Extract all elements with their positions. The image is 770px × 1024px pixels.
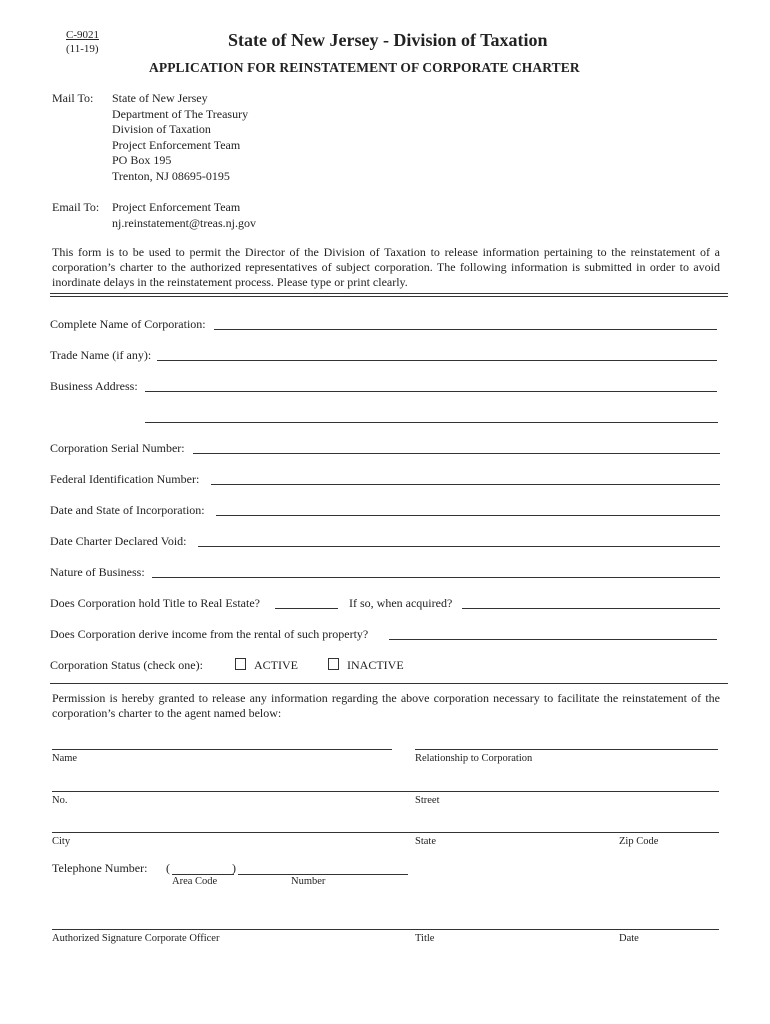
business-address-field-2[interactable] [145,422,718,423]
area-code-field[interactable] [172,874,234,875]
mail-to-line: Project Enforcement Team [112,137,241,152]
email-to-email[interactable]: nj.reinstatement@treas.nj.gov [112,215,257,230]
when-acquired-field[interactable] [462,608,720,609]
area-code-close-paren: ) [232,861,236,875]
date-label: Date [619,933,639,944]
date-void-label: Date Charter Declared Void: [50,534,187,548]
email-to-label: Email To: [52,200,100,214]
relationship-label: Relationship to Corporation [415,753,533,764]
phone-number-field[interactable] [238,874,408,875]
status-label: Corporation Status (check one): [50,658,203,672]
agent-name-field[interactable] [52,749,392,750]
state-label: State [415,836,436,847]
active-label: ACTIVE [254,658,298,672]
inactive-label: INACTIVE [347,658,404,672]
mail-to-line: PO Box 195 [112,153,172,167]
date-void-field[interactable] [198,546,720,547]
mail-to-label: Mail To: [52,91,94,105]
zip-label: Zip Code [619,836,659,847]
intro-paragraph: This form is to be used to permit the Director of the Division of Taxation to release information pertaining to the reinstatement of a corporation’s charter to the authorized representatives of subject corporation. The following information is submitted in order to avoid inordinate delays in the reinstatement process. Please type or print clearly. [52,245,720,289]
area-code-open-paren: ( [166,861,170,875]
federal-id-field[interactable] [211,484,720,485]
nature-business-field[interactable] [152,577,720,578]
divider [50,293,728,294]
no-label: No. [52,795,68,806]
address-field[interactable] [52,791,719,792]
city-label: City [52,836,71,847]
form-subtitle: APPLICATION FOR REINSTATEMENT OF CORPORATE CHARTER [149,60,580,75]
form-revision: (11-19) [66,43,99,55]
street-label: Street [415,795,440,806]
status-active-option[interactable] [235,658,298,673]
telephone-label: Telephone Number: [52,861,148,875]
corp-name-field[interactable] [214,329,717,330]
email-to-address [112,200,256,231]
agent-name-label: Name [52,753,78,764]
trade-name-field[interactable] [157,360,717,361]
real-estate-field[interactable] [275,608,338,609]
mail-to-address [112,91,248,184]
relationship-field[interactable] [415,749,718,750]
number-label: Number [291,876,326,887]
status-inactive-option[interactable] [328,658,404,673]
title-label: Title [415,933,435,944]
date-state-inc-label: Date and State of Incorporation: [50,503,205,517]
signature-label: Authorized Signature Corporate Officer [52,933,220,944]
serial-number-label: Corporation Serial Number: [50,441,185,455]
city-state-zip-field[interactable] [52,832,719,833]
federal-id-label: Federal Identification Number: [50,472,200,486]
signature-field[interactable] [52,929,719,930]
mail-to-line: Division of Taxation [112,122,211,136]
when-acquired-label: If so, when acquired? [349,596,453,610]
email-to-line: Project Enforcement Team [112,200,241,214]
serial-number-field[interactable] [193,453,720,454]
mail-to-line: Department of The Treasury [112,106,249,121]
divider [50,296,728,297]
active-checkbox[interactable] [235,658,246,670]
business-address-field[interactable] [145,391,717,392]
permission-paragraph: Permission is hereby granted to release any information regarding the above corporation necessary to facilitate the reinstatement of the corporation’s charter to the agent named below: [52,691,720,720]
real-estate-label: Does Corporation hold Title to Real Estate? [50,596,260,610]
trade-name-label: Trade Name (if any): [50,348,152,362]
form-number: C-9021 [66,29,99,41]
nature-business-label: Nature of Business: [50,565,145,579]
rental-income-field[interactable] [389,639,717,640]
rental-income-label: Does Corporation derive income from the rental of such property? [50,627,369,641]
business-address-label: Business Address: [50,379,138,393]
area-code-label: Area Code [172,876,218,887]
divider [50,683,728,684]
page-title: State of New Jersey - Division of Taxation [228,30,548,50]
corp-name-label: Complete Name of Corporation: [50,317,206,331]
inactive-checkbox[interactable] [328,658,339,670]
mail-to-line: State of New Jersey [112,91,208,105]
date-state-inc-field[interactable] [216,515,720,516]
mail-to-line: Trenton, NJ 08695-0195 [112,168,230,183]
